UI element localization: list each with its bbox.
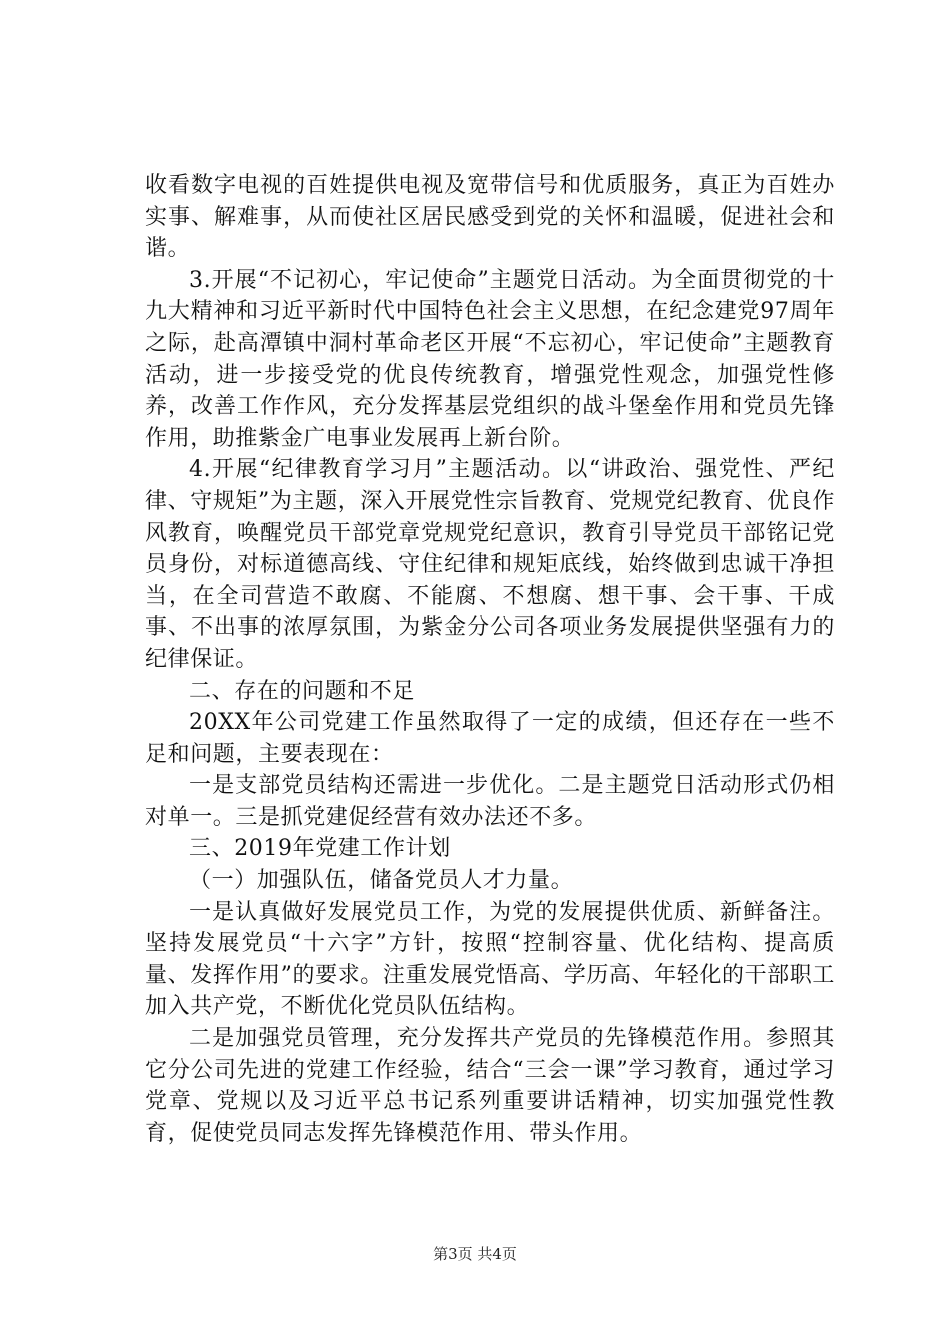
paragraph-item-4: 4.开展“纪律教育学习月”主题活动。以“讲政治、强党性、严纪律、守规矩”为主题，深入开展党性宗旨教育、党规党纪教育、优良作风教育，唤醒党员干部党章党规党纪意识，教育引导党员干部铭记党员身份，对标道德高线、守住纪律和规矩底线，始终做到忠诚干净担当，在全司营造不敢腐、不能腐、不想腐、想干事、会干事、干成事、不出事的浓厚氛围，为紫金分公司各项业务发展提供坚强有力的纪律保证。 xyxy=(145,457,835,672)
page-footer: 第3页 共4页 xyxy=(433,1245,517,1263)
paragraph-continuation: 收看数字电视的百姓提供电视及宽带信号和优质服务，真正为百姓办实事、解难事，从而使社区居民感受到党的关怀和温暖，促进社会和谐。 xyxy=(145,173,835,262)
section-heading-problems: 二、存在的问题和不足 xyxy=(189,678,416,704)
paragraph-plan-2: 二是加强党员管理，充分发挥共产党员的先锋模范作用。参照其它分公司先进的党建工作经验，结合“三会一课”学习教育，通过学习党章、党规以及习近平总书记系列重要讲话精神，切实加强党性教育，促使党员同志发挥先锋模范作用、带头作用。 xyxy=(145,1026,835,1146)
paragraph-item-3: 3.开展“不记初心，牢记使命”主题党日活动。为全面贯彻党的十九大精神和习近平新时代中国特色社会主义思想，在纪念建党97周年之际，赴高潭镇中洞村革命老区开展“不忘初心，牢记使命”主题教育活动，进一步接受党的优良传统教育，增强党性观念，加强党性修养，改善工作作风，充分发挥基层党组织的战斗堡垒作用和党员先锋作用，助推紫金广电事业发展再上新台阶。 xyxy=(145,267,835,451)
subsection-heading-team: （一）加强队伍，储备党员人才力量。 xyxy=(189,868,574,894)
document-body xyxy=(145,170,835,1149)
paragraph-plan-1: 一是认真做好发展党员工作，为党的发展提供优质、新鲜备注。坚持发展党员“十六字”方针，按照“控制容量、优化结构、提高质量、发挥作用”的要求。注重发展党悟高、学历高、年轻化的干部职工加入共产党，不断优化党员队伍结构。 xyxy=(145,899,835,1020)
section-heading-plan: 三、2019年党建工作计划 xyxy=(189,836,451,862)
paragraph-problems-intro: 20XX年公司党建工作虽然取得了一定的成绩，但还存在一些不足和问题，主要表现在： xyxy=(145,710,835,767)
paragraph-problems-list: 一是支部党员结构还需进一步优化。二是主题党日活动形式仍相对单一。三是抓党建促经营有效办法还不多。 xyxy=(145,773,835,830)
